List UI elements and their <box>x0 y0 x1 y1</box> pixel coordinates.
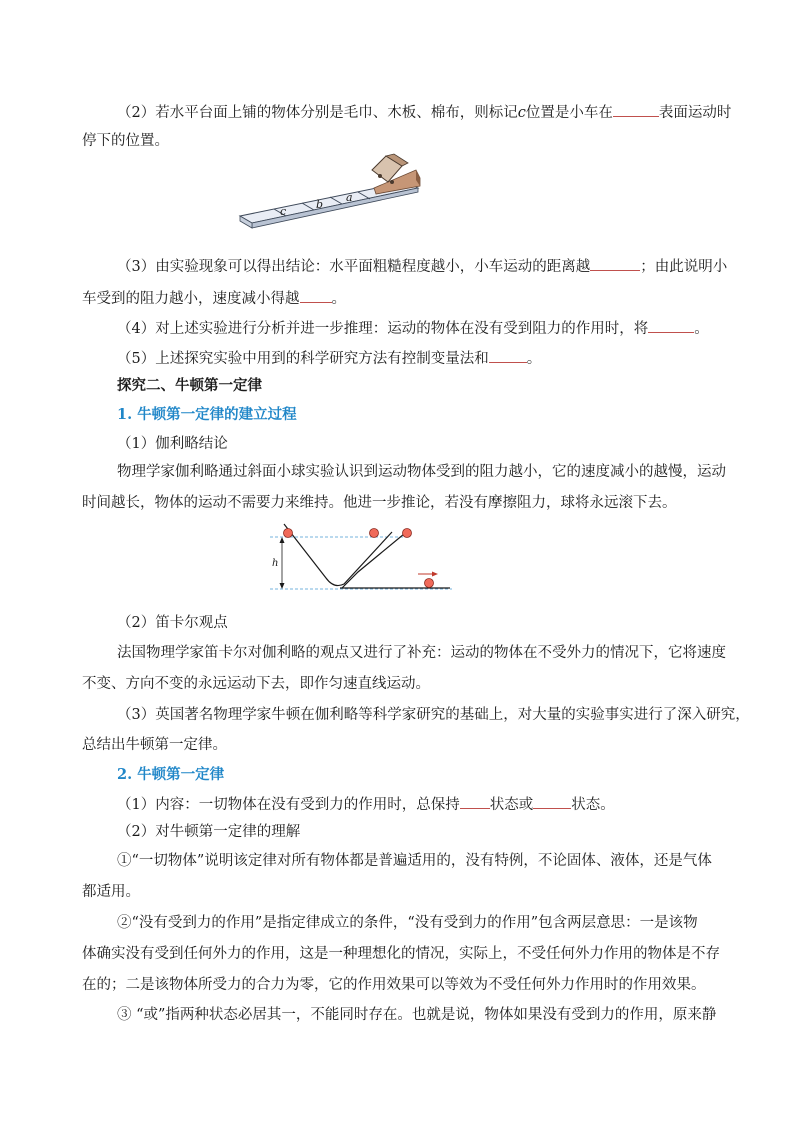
q3-text-d: 。 <box>331 291 346 307</box>
descartes-line2: 不变、方向不变的永远运动下去，即作匀速直线运动。 <box>82 676 430 692</box>
q2-line2: 停下的位置。 <box>82 133 169 149</box>
bottom-curve <box>342 534 404 588</box>
law-p2-line3: 在的；二是该物体所受力的合力为零，它的作用效果可以等效为不受任何外力作用时的作用效果。 <box>82 977 706 993</box>
motion-arrow-head <box>432 572 438 577</box>
sub1-title: 1. 牛顿第一定律的建立过程 <box>117 406 297 423</box>
q4-text-a: （4）对上述实验进行分析并进一步推理：运动的物体在没有受到阻力的作用时，将 <box>117 321 649 337</box>
galileo-heading: （1）伽利略结论 <box>117 436 228 452</box>
law-text-b: 状态或 <box>489 797 534 813</box>
q3-text-b: ；由此说明小 <box>640 259 728 275</box>
q3-text-a: （3）由实验现象可以得出结论：水平面粗糙程度越小，小车运动的距离越 <box>117 259 591 275</box>
q4-text-b: 。 <box>694 321 709 337</box>
answer-blank[interactable] <box>590 255 640 271</box>
answer-blank[interactable] <box>460 793 490 809</box>
ball <box>425 579 434 588</box>
answer-blank[interactable] <box>533 793 571 809</box>
newton-line1: （3）英国著名物理学家牛顿在伽利略等科学家研究的基础上，对大量的实验事实进行了深入研究， <box>117 707 750 723</box>
descartes-heading: （2）笛卡尔观点 <box>117 615 228 631</box>
answer-blank[interactable] <box>300 287 332 303</box>
label-c: c <box>280 205 287 218</box>
newton-line2: 总结出牛顿第一定律。 <box>82 737 227 753</box>
answer-blank[interactable] <box>613 101 659 117</box>
law-text-a: （1）内容：一切物体在没有受到力的作用时，总保持 <box>117 797 460 813</box>
q3-line2 <box>82 287 346 309</box>
answer-blank[interactable] <box>489 347 527 363</box>
q2-text-a: （2）若水平台面上铺的物体分别是毛巾、木板、棉布，则标记 <box>117 105 518 121</box>
arrow-head-down <box>280 583 285 589</box>
q2-text-b: 位置是小车在 <box>525 105 613 121</box>
h-label: h <box>272 558 279 569</box>
q3-text-c: 车受到的阻力越小，速度减小得越 <box>82 291 300 307</box>
q2-text-c: 表面运动时 <box>658 105 732 121</box>
law-p2-line1: ②“没有受到力的作用”是指定律成立的条件，“没有受到力的作用”包含两层意思：一是该物 <box>117 915 698 931</box>
galileo-incline-figure <box>266 522 460 596</box>
arrow-head-up <box>280 537 285 543</box>
q5-text-b: 。 <box>526 351 542 367</box>
cart-wheel <box>378 174 382 178</box>
sub2-title: 2. 牛顿第一定律 <box>117 766 225 783</box>
ball <box>403 529 412 538</box>
cart-wheel <box>390 180 394 184</box>
law-content <box>117 793 615 815</box>
label-a: a <box>346 191 353 204</box>
galileo-line1: 物理学家伽利略通过斜面小球实验认识到运动物体受到的阻力越小，它的速度减小的越慢，运动 <box>117 464 726 480</box>
q4-line <box>117 317 709 339</box>
law-p1-line1: ①“一切物体”说明该定律对所有物体都是普遍适用的，没有特例，不论固体、液体，还是气体 <box>117 853 712 869</box>
law-p2-line2: 体确实没有受到任何外力的作用，这是一种理想化的情况，实际上，不受任何外力作用的物体是不存 <box>82 946 720 962</box>
law-understanding: （2）对牛顿第一定律的理解 <box>117 824 301 840</box>
ramp-track-figure <box>236 152 422 236</box>
label-b: b <box>316 198 324 211</box>
law-p1-line2: 都适用。 <box>82 884 140 900</box>
descartes-line1: 法国物理学家笛卡尔对伽利略的观点又进行了补充：运动的物体在不受外力的情况下，它将速度 <box>117 645 726 661</box>
answer-blank[interactable] <box>648 317 694 333</box>
law-p3-line1: ③ “或”指两种状态必居其一，不能同时存在。也就是说，物体如果没有受到力的作用，原来静 <box>117 1007 717 1023</box>
section2-title: 探究二、牛顿第一定律 <box>117 377 262 394</box>
c-mark: c <box>517 105 526 121</box>
q2-line1 <box>117 101 731 123</box>
law-text-c: 状态。 <box>571 797 615 813</box>
ball <box>370 529 379 538</box>
galileo-line2: 时间越长，物体的运动不需要力来维持。他进一步推论，若没有摩擦阻力，球将永远滚下去。 <box>82 495 677 511</box>
q5-line <box>117 347 541 369</box>
q5-text-a: （5）上述探究实验中用到的科学研究方法有控制变量法和 <box>117 351 489 367</box>
ball <box>284 529 293 538</box>
q3-line1 <box>117 255 727 277</box>
